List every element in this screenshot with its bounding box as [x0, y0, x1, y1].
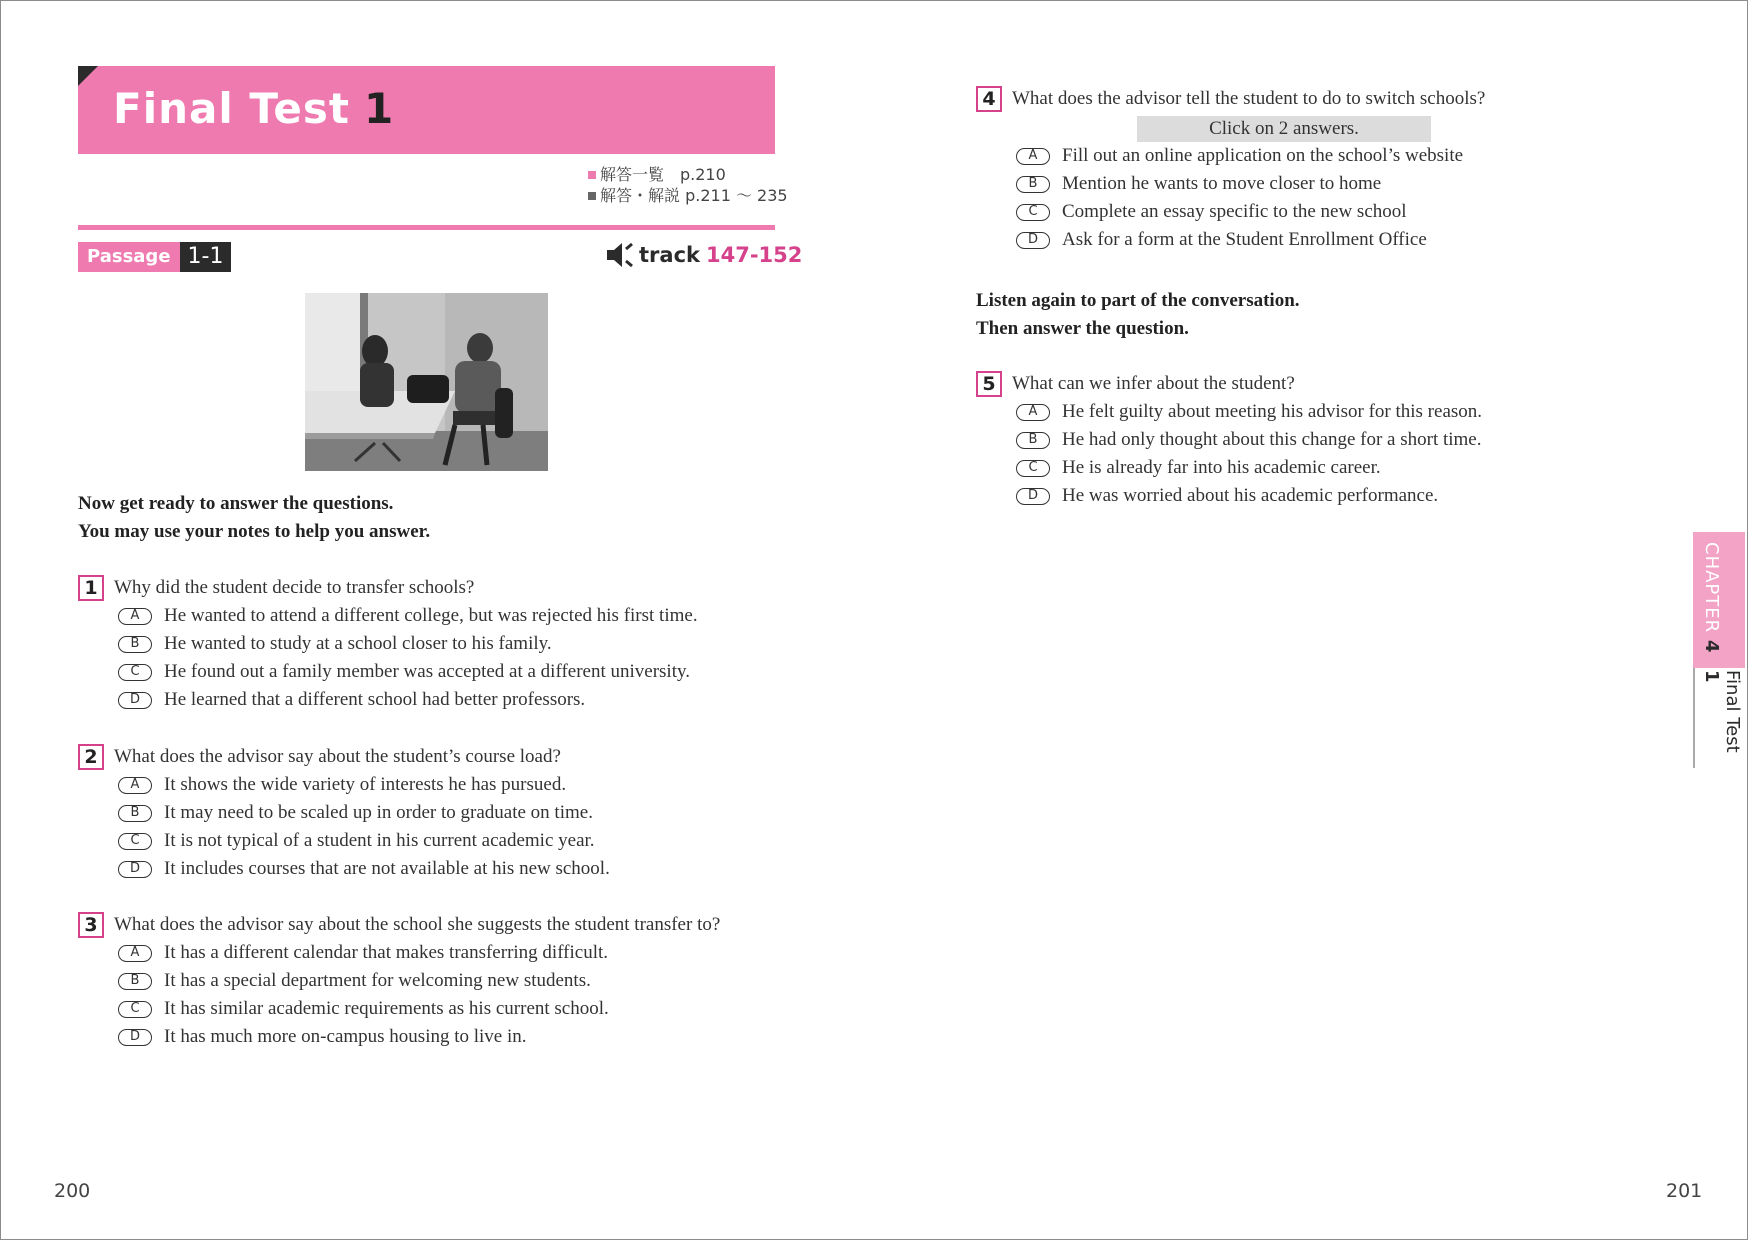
option-letter-badge: A	[1016, 404, 1050, 421]
test-label-text: Final Test	[1722, 670, 1743, 753]
question-stem	[976, 85, 1676, 113]
answer-option-a[interactable]	[118, 602, 778, 630]
answer-option-c[interactable]	[118, 827, 778, 855]
question-stem	[78, 743, 778, 771]
option-text: He wanted to attend a different college, but was rejected his first time.	[164, 605, 698, 626]
option-letter-badge: D	[1016, 488, 1050, 505]
option-letter-badge: B	[118, 973, 152, 990]
answer-references	[588, 164, 788, 206]
multiple-answer-note: Click on 2 answers.	[1137, 116, 1431, 142]
answer-option-b[interactable]	[118, 799, 778, 827]
option-letter-badge: A	[118, 777, 152, 794]
answer-option-b[interactable]	[1016, 426, 1676, 454]
test-label	[1701, 670, 1743, 768]
option-text: Fill out an online application on the school’s website	[1062, 145, 1464, 166]
chapter-number: 4	[1701, 639, 1722, 654]
answer-option-a[interactable]	[118, 939, 778, 967]
header-divider	[78, 225, 775, 230]
question-text: Why did the student decide to transfer schools?	[114, 577, 475, 598]
answer-option-a[interactable]	[1016, 142, 1676, 170]
ref-explanations-line	[588, 185, 788, 206]
gray-square-icon	[588, 192, 596, 200]
answer-option-c[interactable]	[118, 995, 778, 1023]
option-letter-badge: B	[1016, 176, 1050, 193]
option-letter-badge: A	[1016, 148, 1050, 165]
option-letter-badge: D	[118, 692, 152, 709]
question-number: 4	[976, 86, 1002, 112]
option-text: He felt guilty about meeting his advisor for this reason.	[1062, 401, 1483, 422]
question-stem	[78, 911, 778, 939]
question-3	[78, 911, 778, 1051]
option-text: It has a different calendar that makes transferring difficult.	[164, 942, 609, 963]
option-letter-badge: D	[118, 1029, 152, 1046]
option-text: It is not typical of a student in his current academic year.	[164, 830, 595, 851]
question-1	[78, 574, 778, 714]
chapter-label-text: CHAPTER	[1701, 542, 1722, 634]
page-title-text: Final Test	[113, 84, 350, 133]
passage-label-text: Passage	[78, 242, 180, 272]
option-text: It shows the wide variety of interests he has pursued.	[164, 774, 567, 795]
question-number: 1	[78, 575, 104, 601]
option-letter-badge: C	[1016, 204, 1050, 221]
option-letter-badge: D	[118, 861, 152, 878]
page-number-right: 201	[1666, 1180, 1703, 1202]
answer-option-c[interactable]	[118, 658, 778, 686]
answer-option-b[interactable]	[118, 630, 778, 658]
answer-option-d[interactable]	[1016, 482, 1676, 510]
option-text: It has similar academic requirements as his current school.	[164, 998, 609, 1019]
question-text: What does the advisor tell the student to do to switch schools?	[1012, 88, 1486, 109]
page-title	[113, 84, 394, 133]
answer-option-c[interactable]	[1016, 454, 1676, 482]
option-text: It has a special department for welcoming new students.	[164, 970, 591, 991]
option-letter-badge: D	[1016, 232, 1050, 249]
instruction-line: You may use your notes to help you answer.	[78, 521, 431, 542]
banner-corner-mark	[78, 66, 98, 86]
answer-option-c[interactable]	[1016, 198, 1676, 226]
option-text: He learned that a different school had better professors.	[164, 689, 586, 710]
option-letter-badge: C	[1016, 460, 1050, 477]
option-text: It includes courses that are not available at his new school.	[164, 858, 610, 879]
page-number-left: 200	[54, 1180, 91, 1202]
track-range: 147-152	[705, 243, 803, 267]
question-4	[976, 85, 1676, 254]
question-number: 2	[78, 744, 104, 770]
instruction-line: Now get ready to answer the questions.	[78, 493, 394, 514]
question-stem	[976, 370, 1676, 398]
option-text: Complete an essay specific to the new school	[1062, 201, 1407, 222]
option-letter-badge: B	[118, 636, 152, 653]
ref-answers-line	[588, 164, 788, 185]
question-2	[78, 743, 778, 883]
option-letter-badge: C	[118, 664, 152, 681]
option-text: He had only thought about this change for a short time.	[1062, 429, 1482, 450]
instruction-line: Listen again to part of the conversation.	[976, 290, 1300, 311]
option-letter-badge: C	[118, 833, 152, 850]
option-text: It may need to be scaled up in order to graduate on time.	[164, 802, 593, 823]
chapter-label	[1701, 542, 1722, 653]
option-text: He found out a family member was accepted at a different university.	[164, 661, 690, 682]
option-text: It has much more on-campus housing to live in.	[164, 1026, 527, 1047]
answer-option-b[interactable]	[1016, 170, 1676, 198]
option-letter-badge: B	[1016, 432, 1050, 449]
answer-option-a[interactable]	[118, 771, 778, 799]
title-banner	[78, 66, 775, 154]
answer-option-a[interactable]	[1016, 398, 1676, 426]
test-number: 1	[1701, 670, 1722, 683]
instructions-left	[78, 490, 430, 546]
question-text: What does the advisor say about the school she suggests the student transfer to?	[114, 914, 721, 935]
question-5	[976, 370, 1676, 510]
option-letter-badge: C	[118, 1001, 152, 1018]
option-letter-badge: A	[118, 608, 152, 625]
question-number: 5	[976, 371, 1002, 397]
option-text: Mention he wants to move closer to home	[1062, 173, 1382, 194]
answer-option-d[interactable]	[118, 855, 778, 883]
chapter-tab-line	[1693, 668, 1695, 768]
pink-square-icon	[588, 171, 596, 179]
ref-answers-text: 解答一覧 p.210	[600, 165, 726, 184]
conversation-photo	[305, 293, 548, 471]
audio-track	[605, 241, 802, 269]
passage-label	[78, 242, 231, 272]
page-title-number: 1	[363, 84, 395, 133]
question-text: What can we infer about the student?	[1012, 373, 1295, 394]
option-text: He wanted to study at a school closer to his family.	[164, 633, 552, 654]
answer-option-d[interactable]	[118, 686, 778, 714]
option-text: He is already far into his academic career.	[1062, 457, 1381, 478]
answer-option-b[interactable]	[118, 967, 778, 995]
answer-option-d[interactable]	[118, 1023, 778, 1051]
passage-label-value: 1-1	[180, 242, 232, 272]
ref-explanations-text: 解答・解説 p.211 〜 235	[600, 186, 788, 205]
option-text: He was worried about his academic performance.	[1062, 485, 1439, 506]
question-stem	[78, 574, 778, 602]
option-letter-badge: A	[118, 945, 152, 962]
option-text: Ask for a form at the Student Enrollment Office	[1062, 229, 1427, 250]
track-label: track	[639, 243, 700, 267]
instruction-line: Then answer the question.	[976, 318, 1189, 339]
speaker-icon	[605, 241, 635, 269]
question-text: What does the advisor say about the student’s course load?	[114, 746, 561, 767]
answer-option-d[interactable]	[1016, 226, 1676, 254]
option-letter-badge: B	[118, 805, 152, 822]
question-number: 3	[78, 912, 104, 938]
chapter-side-tab	[1693, 532, 1745, 768]
instructions-right	[976, 287, 1300, 343]
